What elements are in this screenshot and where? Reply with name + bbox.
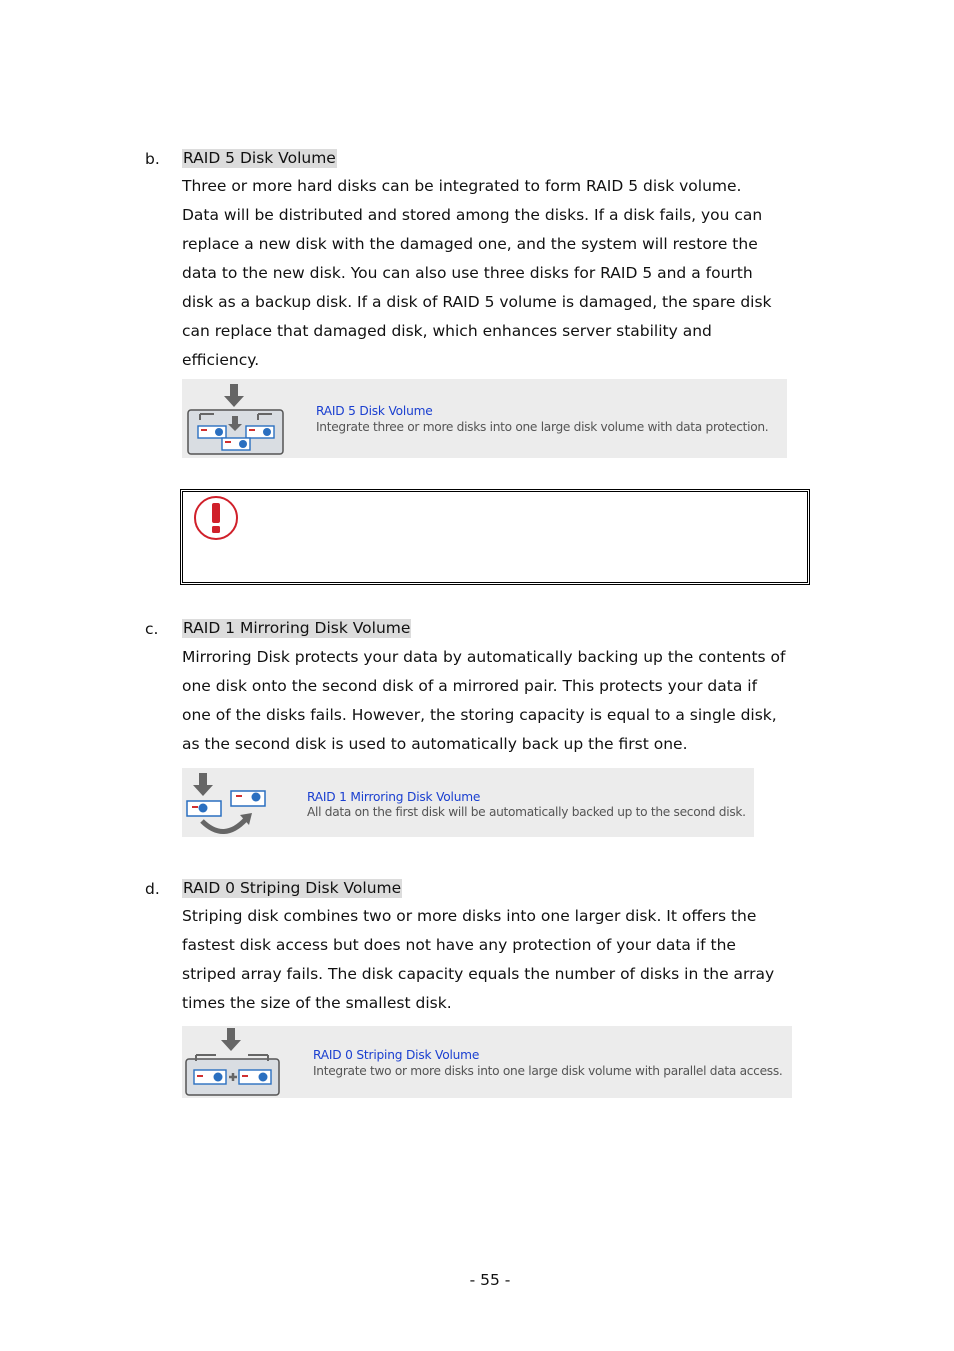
note-box <box>182 491 808 583</box>
section-paragraph: Mirroring Disk protects your data by automatically backing up the contents of one disk onto the second disk of a mirrored pair. This protects your data if one of the disks fails. However, the storing capacity is equal to a single disk, as the second disk is used to automatically back up the first one. <box>182 648 786 753</box>
page-number: - 55 - <box>469 1271 511 1289</box>
list-letter: d. <box>145 880 160 898</box>
list-letter: b. <box>145 150 160 168</box>
section-heading: RAID 1 Mirroring Disk Volume <box>183 619 411 637</box>
raid0-icon <box>184 1027 282 1097</box>
section-paragraph: Three or more hard disks can be integrated to form RAID 5 disk volume. Data will be distributed and stored among the disks. If a disk fails, you can replace a new disk with the damaged one, and the system will restore the data to the new disk. You can also use three disks for RAID 5 and a fourth disk as a backup disk. If a disk of RAID 5 volume is damaged, the spare disk can replace that damaged disk, which enhances server stability and efficiency. <box>182 177 772 369</box>
option-description: Integrate two or more disks into one large disk volume with parallel data access. <box>313 1064 783 1078</box>
option-description: Integrate three or more disks into one large disk volume with data protection. <box>316 420 769 434</box>
raid1-icon <box>184 771 268 837</box>
warning-icon <box>193 494 241 542</box>
option-title: RAID 0 Striping Disk Volume <box>313 1048 480 1062</box>
option-title: RAID 5 Disk Volume <box>316 404 433 418</box>
section-heading: RAID 0 Striping Disk Volume <box>183 879 402 897</box>
raid1-option[interactable] <box>182 768 754 837</box>
option-description: All data on the first disk will be automatically backed up to the second disk. <box>307 805 746 819</box>
list-letter: c. <box>145 620 159 638</box>
section-heading: RAID 5 Disk Volume <box>183 149 336 167</box>
section-paragraph: Striping disk combines two or more disks into one larger disk. It offers the fastest disk access but does not have any protection of your data if the striped array fails. The disk capacity equals the number of disks in the array times the size of the smallest disk. <box>182 907 775 1012</box>
raid0-option[interactable] <box>182 1026 792 1098</box>
option-title: RAID 1 Mirroring Disk Volume <box>307 790 481 804</box>
raid5-icon <box>186 382 286 456</box>
raid5-option[interactable] <box>182 379 787 458</box>
